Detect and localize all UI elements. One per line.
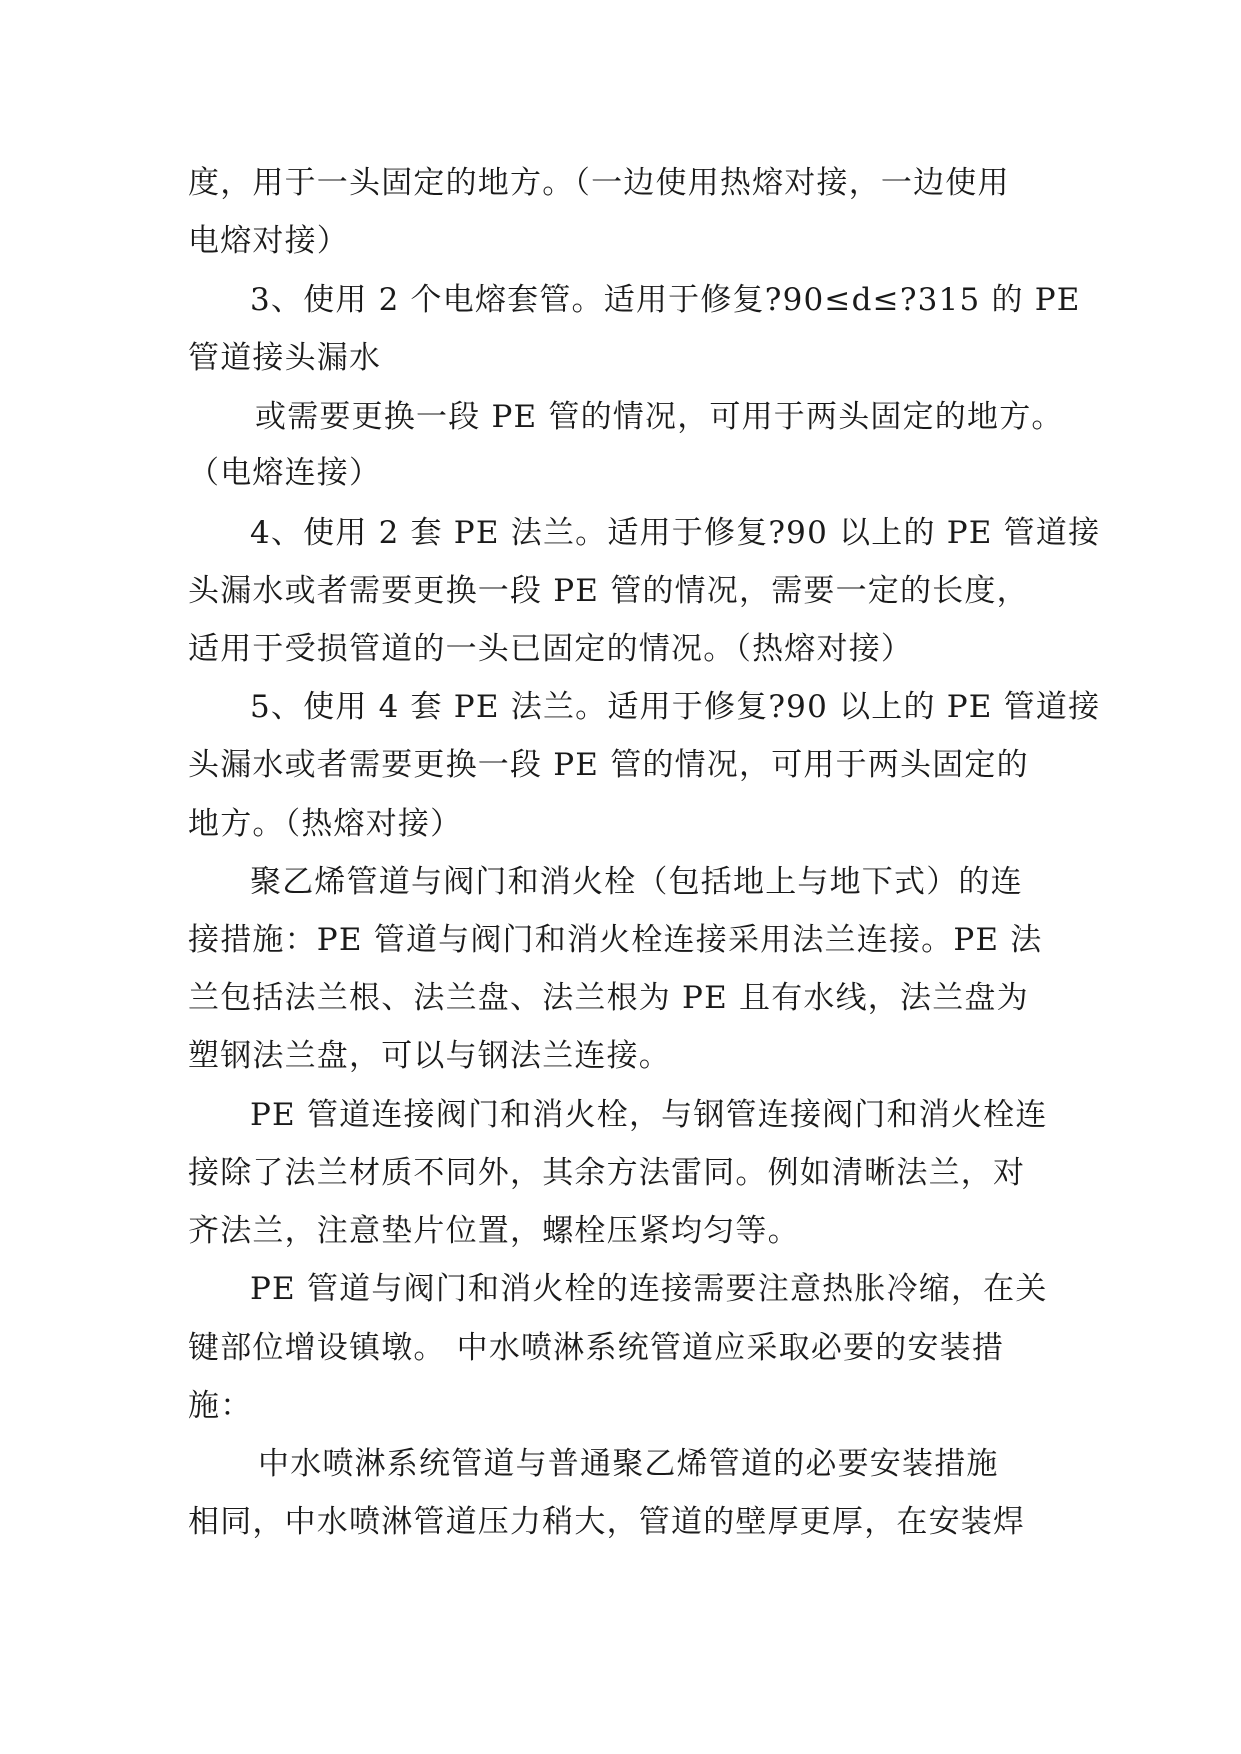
text-line: （电熔连接） [188,455,382,491]
text-line: 头漏水或者需要更换一段 PE 管的情况，需要一定的长度， [188,573,1029,609]
text-line: 聚乙烯管道与阀门和消火栓（包括地上与地下式）的连 [250,864,1023,900]
text-line: 塑钢法兰盘，可以与钢法兰连接。 [188,1038,671,1074]
text-line: 头漏水或者需要更换一段 PE 管的情况，可用于两头固定的 [188,747,1029,783]
text-line: 地方。（热熔对接） [188,806,463,842]
text-line: 电熔对接） [188,223,349,259]
text-line: 齐法兰，注意垫片位置，螺栓压紧均匀等。 [188,1213,800,1249]
text-line: 3、使用 2 个电熔套管。适用于修复?90≤d≤?315 的 PE [250,282,1081,318]
text-line: PE 管道与阀门和消火栓的连接需要注意热胀冷缩，在关 [250,1271,1048,1307]
text-line: 中水喷淋系统管道与普通聚乙烯管道的必要安装措施 [258,1446,999,1482]
text-line: PE 管道连接阀门和消火栓，与钢管连接阀门和消火栓连 [250,1097,1048,1133]
text-line: 或需要更换一段 PE 管的情况，可用于两头固定的地方。 [255,399,1064,435]
text-line: 接除了法兰材质不同外，其余方法雷同。例如清晰法兰，对 [188,1155,1026,1191]
text-line: 度，用于一头固定的地方。（一边使用热熔对接，一边使用 [188,165,1010,201]
text-line: 管道接头漏水 [188,340,382,376]
text-line: 相同，中水喷淋管道压力稍大，管道的壁厚更厚，在安装焊 [188,1504,1026,1540]
text-line: 施： [188,1388,253,1424]
text-line: 键部位增设镇墩。 中水喷淋系统管道应采取必要的安装措 [188,1330,1005,1366]
text-line: 适用于受损管道的一头已固定的情况。（热熔对接） [188,631,914,667]
text-line: 5、使用 4 套 PE 法兰。适用于修复?90 以上的 PE 管道接 [250,689,1101,725]
text-line: 接措施：PE 管道与阀门和消火栓连接采用法兰连接。PE 法 [188,922,1043,958]
text-line: 兰包括法兰根、法兰盘、法兰根为 PE 且有水线，法兰盘为 [188,980,1029,1016]
text-line: 4、使用 2 套 PE 法兰。适用于修复?90 以上的 PE 管道接 [250,515,1101,551]
